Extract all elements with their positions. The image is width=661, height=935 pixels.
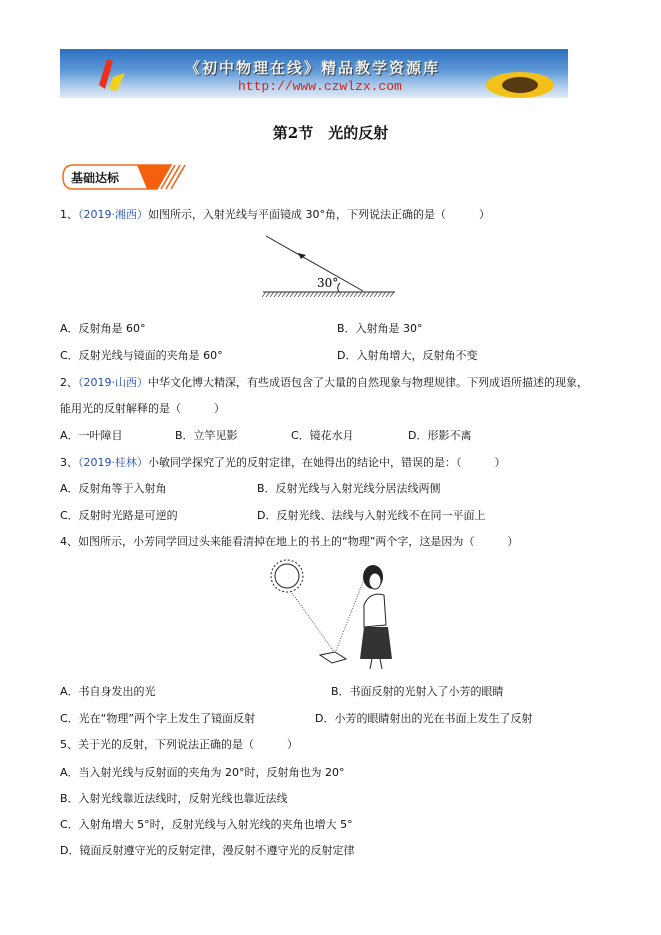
hatch-mark (382, 292, 386, 297)
reflection-illustration (260, 555, 410, 673)
option-a[interactable]: A．反射角是 60° (60, 322, 146, 335)
page-title: 第2节 光的反射 (272, 124, 389, 142)
hatch-mark (286, 292, 290, 297)
hatch-mark (334, 292, 338, 297)
hatch-mark (374, 292, 378, 297)
option-a[interactable]: A．当入射光线与反射面的夹角为 20°时，反射角也为 20° (60, 766, 345, 779)
hatch-mark (310, 292, 314, 297)
option-d[interactable]: D．入射角增大，反射角不变 (337, 349, 478, 362)
hatch-mark (278, 292, 282, 297)
option-d[interactable]: D．镜面反射遵守光的反射定律，漫反射不遵守光的反射定律 (60, 844, 355, 857)
hatch-mark (358, 292, 362, 297)
hatch-mark (314, 292, 318, 297)
option-a[interactable]: A．书自身发出的光 (60, 685, 156, 698)
option-c[interactable]: C．光在“物理”两个字上发生了镜面反射 (60, 712, 256, 725)
hatch-mark (362, 292, 366, 297)
option-d[interactable]: D．反射光线、法线与入射光线不在同一平面上 (257, 509, 486, 522)
hatch-mark (338, 292, 342, 297)
hatch-mark (354, 292, 358, 297)
hatch-mark (330, 292, 334, 297)
hatch-mark (350, 292, 354, 297)
header-banner (60, 49, 568, 98)
hatch-mark (298, 292, 302, 297)
hatch-mark (346, 292, 350, 297)
hatch-mark (274, 292, 278, 297)
hatch-mark (262, 292, 266, 297)
question-2-cont: 能用光的反射解释的是（ ） (60, 402, 225, 415)
hatch-mark (378, 292, 382, 297)
hatch-mark (294, 292, 298, 297)
hatch-mark (386, 292, 390, 297)
option-b[interactable]: B．反射光线与入射光线分居法线两侧 (257, 482, 441, 495)
question-4: 4、如图所示，小芳同学回过头来能看清掉在地上的书上的“物理”两个字，这是因为（ ） (60, 535, 519, 548)
hatch-mark (342, 292, 346, 297)
option-b[interactable]: B．入射光线靠近法线时，反射光线也靠近法线 (60, 792, 288, 805)
angle-label: 30° (317, 276, 339, 290)
hatch-mark (290, 292, 294, 297)
banner-title: 《初中物理在线》精品教学资源库 (185, 59, 441, 77)
hatch-mark (322, 292, 326, 297)
option-c[interactable]: C．反射光线与镜面的夹角是 60° (60, 349, 223, 362)
banner-url: http://www.czwlzx.com (238, 79, 402, 94)
question-1: 1、（2019·湘西）如图所示，入射光线与平面镜成 30°角，下列说法正确的是（ ） (60, 208, 490, 221)
mirror-diagram (260, 230, 410, 298)
option-b[interactable]: B．入射角是 30° (337, 322, 423, 335)
hatch-mark (270, 292, 274, 297)
sunflower-icon (480, 63, 560, 98)
hatch-mark (266, 292, 270, 297)
hatch-mark (390, 292, 394, 297)
hatch-mark (302, 292, 306, 297)
hatch-mark (370, 292, 374, 297)
question-5: 5、关于光的反射，下列说法正确的是（ ） (60, 738, 298, 751)
question-2: 2、（2019·山西）中华文化博大精深，有些成语包含了大量的自然现象与物理规律。下列成语所描述的现象， (60, 376, 588, 389)
hatch-mark (306, 292, 310, 297)
question-3: 3、（2019·桂林）小敏同学探究了光的反射定律，在她得出的结论中，错误的是：（ ） (60, 456, 506, 469)
option-a[interactable]: A．一叶障目 (60, 429, 123, 442)
section-label: 基础达标 (71, 171, 120, 185)
hatch-mark (282, 292, 286, 297)
hatch-mark (326, 292, 330, 297)
option-b[interactable]: B．立竿见影 (175, 429, 238, 442)
option-a[interactable]: A．反射角等于入射角 (60, 482, 167, 495)
section-badge (61, 162, 193, 195)
hatch-mark (318, 292, 322, 297)
option-c[interactable]: C．入射角增大 5°时，反射光线与入射光线的夹角也增大 5° (60, 818, 353, 831)
option-d[interactable]: D．小芳的眼睛射出的光在书面上发生了反射 (315, 712, 533, 725)
hatch-mark (366, 292, 370, 297)
option-b[interactable]: B．书面反射的光射入了小芳的眼睛 (331, 685, 504, 698)
logo-icon (95, 55, 135, 93)
option-d[interactable]: D．形影不离 (408, 429, 472, 442)
option-c[interactable]: C．镜花水月 (291, 429, 354, 442)
option-c[interactable]: C．反射时光路是可逆的 (60, 509, 178, 522)
